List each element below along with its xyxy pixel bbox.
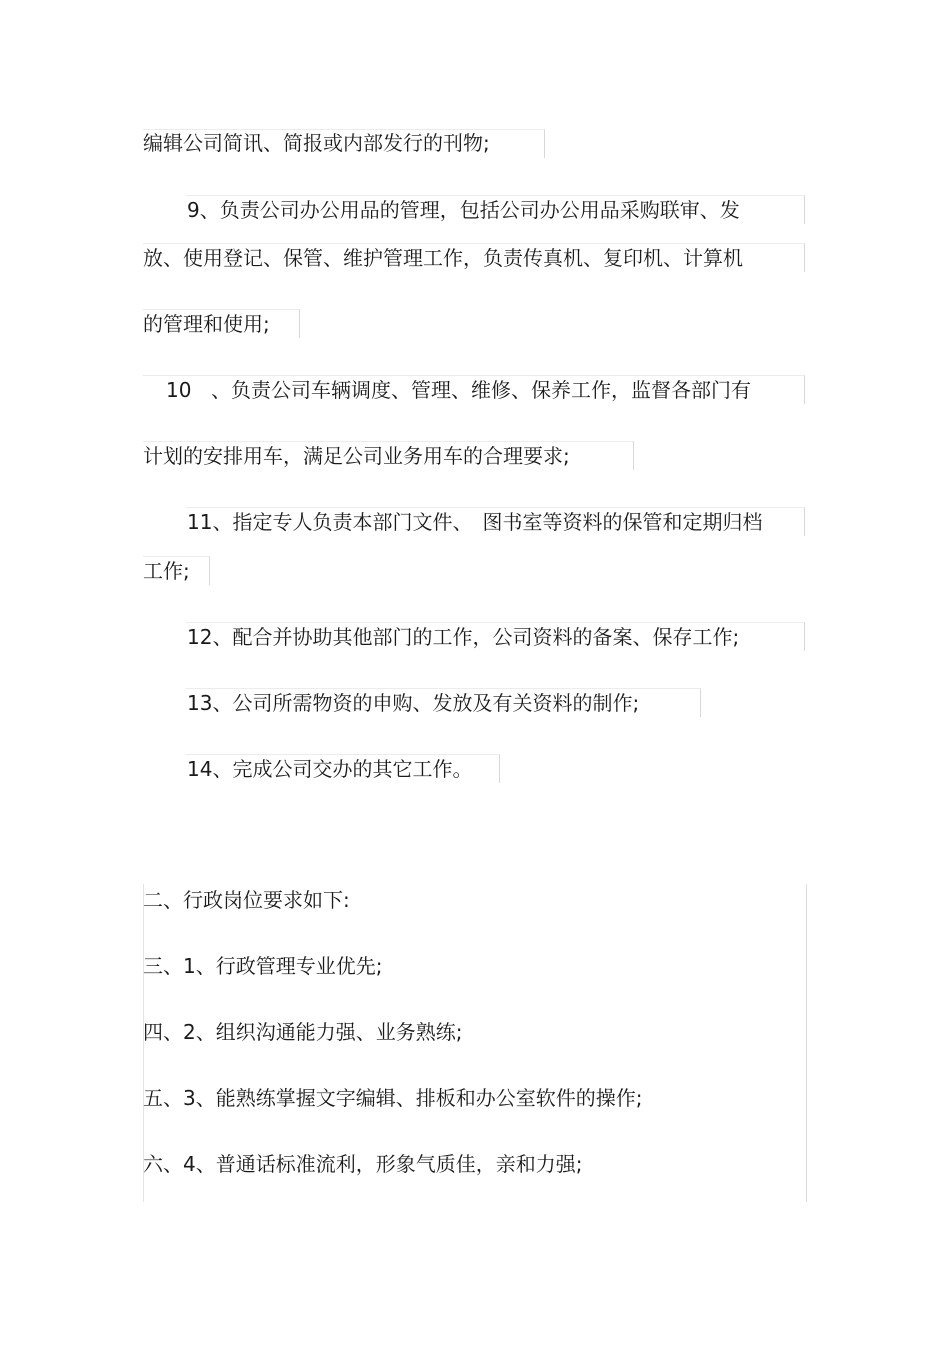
text-line: 的管理和使用; (143, 312, 270, 336)
text-line: 计划的安排用车，满足公司业务用车的合理要求; (143, 444, 570, 468)
text-line: 编辑公司简讯、简报或内部发行的刊物; (143, 131, 490, 155)
text-line: 放、使用登记、保管、维护管理工作，负责传真机、复印机、计算机 (143, 246, 743, 270)
text-line: 、负责公司车辆调度、管理、维修、保养工作，监督各部门有 (211, 378, 751, 402)
text-line: 9、负责公司办公用品的管理，包括公司办公用品采购联审、发 (187, 198, 740, 222)
requirement-item: 六、4、普通话标准流利，形象气质佳，亲和力强; (143, 1152, 583, 1176)
requirement-item: 三、1、行政管理专业优先; (143, 954, 383, 978)
text-line: 工作; (143, 559, 190, 583)
requirement-item: 五、3、能熟练掌握文字编辑、排板和办公室软件的操作; (143, 1086, 643, 1110)
section-heading: 二、行政岗位要求如下: (143, 888, 350, 912)
text-line: 12、配合并协助其他部门的工作，公司资料的备案、保存工作; (187, 625, 740, 649)
text-line: 13、公司所需物资的申购、发放及有关资料的制作; (187, 691, 640, 715)
requirement-item: 四、2、组织沟通能力强、业务熟练; (143, 1020, 463, 1044)
text-line: 11、指定专人负责本部门文件、 图书室等资料的保管和定期归档 (187, 510, 763, 534)
text-line: 14、完成公司交办的其它工作。 (187, 757, 473, 781)
item-number: 10 (166, 378, 192, 402)
